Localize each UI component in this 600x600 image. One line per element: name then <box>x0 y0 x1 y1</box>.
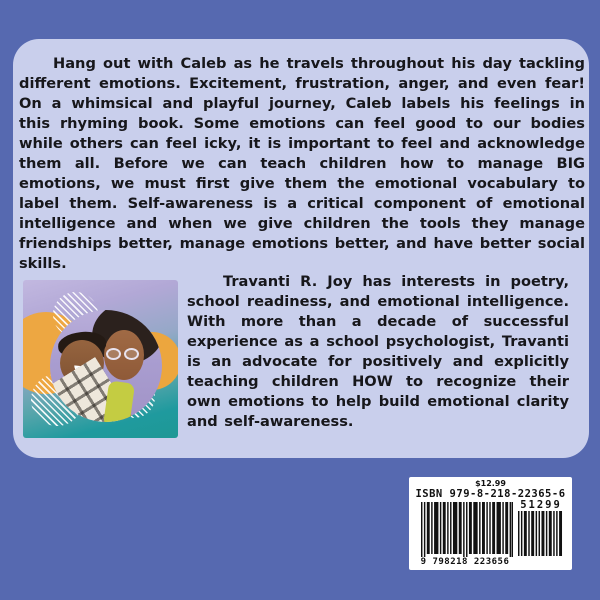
addon-barcode-icon <box>518 511 563 556</box>
author-portrait-circle <box>50 310 162 422</box>
yellow-scarf-shape <box>103 380 135 422</box>
glasses-lens-icon <box>106 348 121 360</box>
author-bio-text: Travanti R. Joy has interests in poetry, school readiness, and emotional intelligence. With more than a decade of successful experience as a school psychologist, Travanti is an advocate for positively and explicitly teaching children HOW to recognize their own emotions to help build emotional clarity and self-awareness. <box>187 273 569 430</box>
barcode-addon-code: 51299 <box>520 499 562 511</box>
price-label: $12.99 <box>475 479 506 488</box>
ean13-number-label: 9 798218 223656 <box>413 557 517 567</box>
ean13-barcode-icon <box>421 502 513 557</box>
isbn-label: ISBN 979-8-218-22365-6 <box>415 488 566 500</box>
glasses-lens-icon <box>124 348 139 360</box>
author-photo <box>23 280 178 438</box>
barcode-box <box>409 477 572 570</box>
synopsis-text: Hang out with Caleb as he travels throughout his day tackling different emotions. Excitement, frustration, anger, and even fear! On a whimsical and playful journey, Caleb labels his feelings in this rhyming book. Some emotions can feel good to our bodies while others can feel icky, it is important to feel and acknowledge them all. Before we can teach children how to manage BIG emotions, we must first give them the emotional vocabulary to label them. Self-awareness is a critical component of emotional intelligence and when we give children the tools they manage friendships better, manage emotions better, and have better social skills. <box>19 55 585 272</box>
